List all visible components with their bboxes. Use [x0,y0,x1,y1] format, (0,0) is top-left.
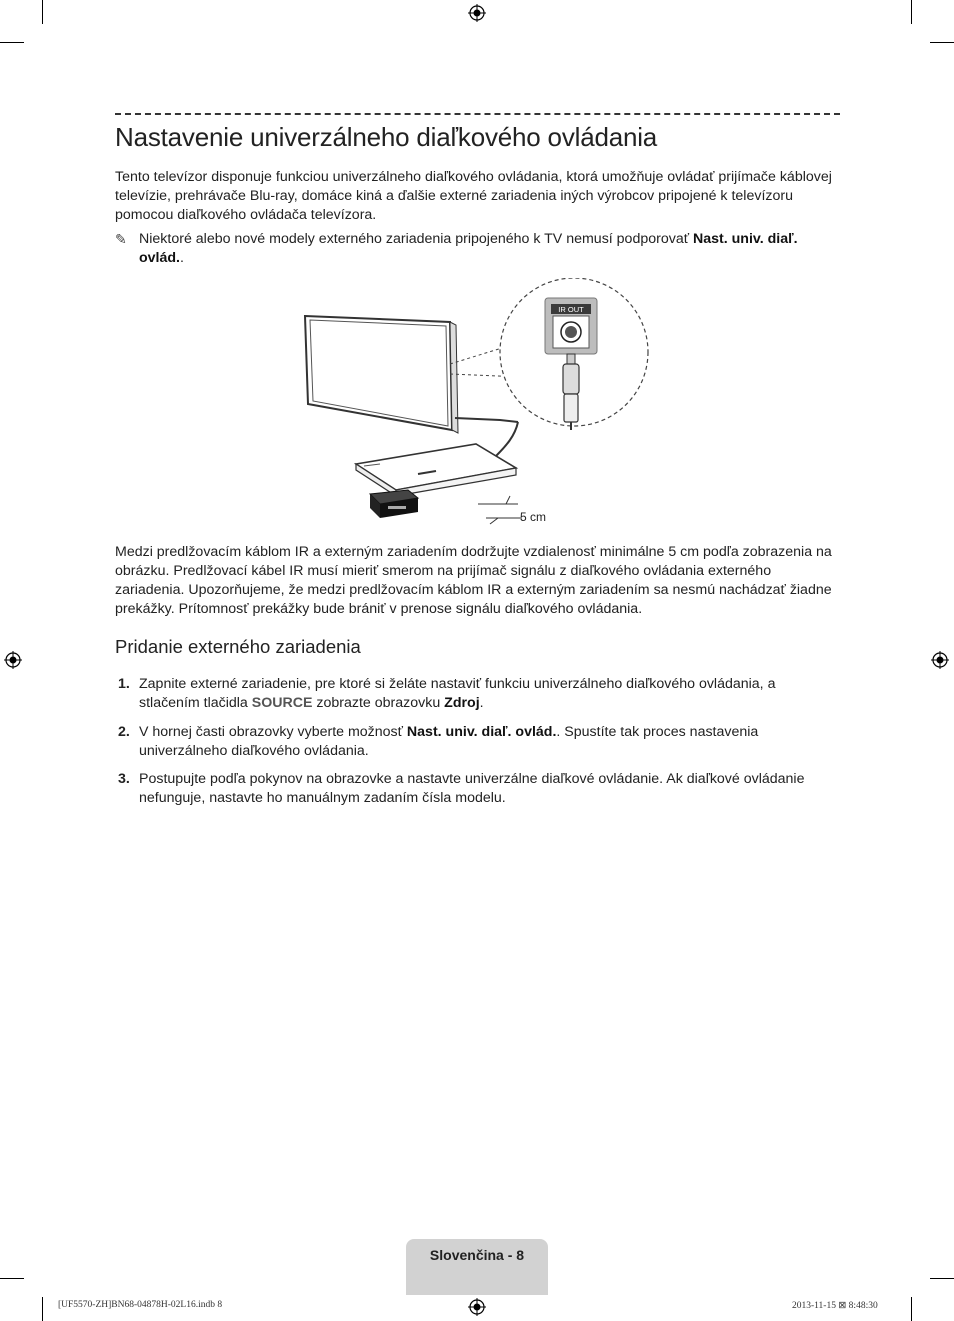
crop-mark [930,1278,954,1279]
registration-mark-icon [468,4,486,22]
crop-mark [930,42,954,43]
crop-mark [911,0,912,24]
ir-cable-diagram [300,278,660,530]
crop-mark [0,42,24,43]
crop-mark [0,1278,24,1279]
registration-mark-icon [931,651,949,669]
pencil-note-icon: ✎ [115,231,127,247]
crop-mark [911,1297,912,1321]
registration-mark-icon [4,651,22,669]
footer-timestamp: 2013-11-15 ⊠ 8:48:30 [792,1301,878,1311]
footer-file-info: [UF5570-ZH]BN68-04878H-02L16.indb 8 [58,1300,223,1310]
section-divider [115,113,840,115]
section-heading: Pridanie externého zariadenia [115,636,361,657]
set-top-box [356,444,516,496]
tv-illustration [305,316,458,433]
note-text: Niektoré alebo nové modely externého zariadenia pripojeného k TV nemusí podporovať Nast. univ. diaľ. ovlád.. [139,231,798,266]
registration-mark-icon [468,1298,486,1316]
port-label: IR OUT [558,305,584,314]
crop-mark [42,1297,43,1321]
ir-extender-box [370,490,418,518]
page-number: Slovenčina - 8 [429,1247,525,1263]
crop-mark [42,0,43,24]
page-number-tab [406,1239,548,1295]
distance-label: 5 cm [520,510,547,524]
distance-paragraph: Medzi predlžovacím káblom IR a externým zariadením dodržujte vzdialenosť minimálne 5 cm podľa zobrazenia na obrázku. Predlžovací kábel IR musí mieriť smerom na prijímač signálu z diaľkového ovládania externého zariadenia. Upozorňujeme, že medzi predlžovacím káblom IR a externým zariadením sa nesmú nachádzať žiadne prekážky. Prítomnosť prekážky bude brániť v prenose signálu diaľkového ovládania. [115,544,832,617]
page-title: Nastavenie univerzálneho diaľkového ovládania [115,122,658,152]
intro-paragraph: Tento televízor disponuje funkciou univerzálneho diaľkového ovládania, ktorá umožňuje ovládať prijímače káblovej televízie, prehrávače Blu-ray, domáce kiná a ďalšie externé zariadenia iných výrobcov pripojené k televízoru pomocou diaľkového ovládača televízora. [115,169,832,223]
